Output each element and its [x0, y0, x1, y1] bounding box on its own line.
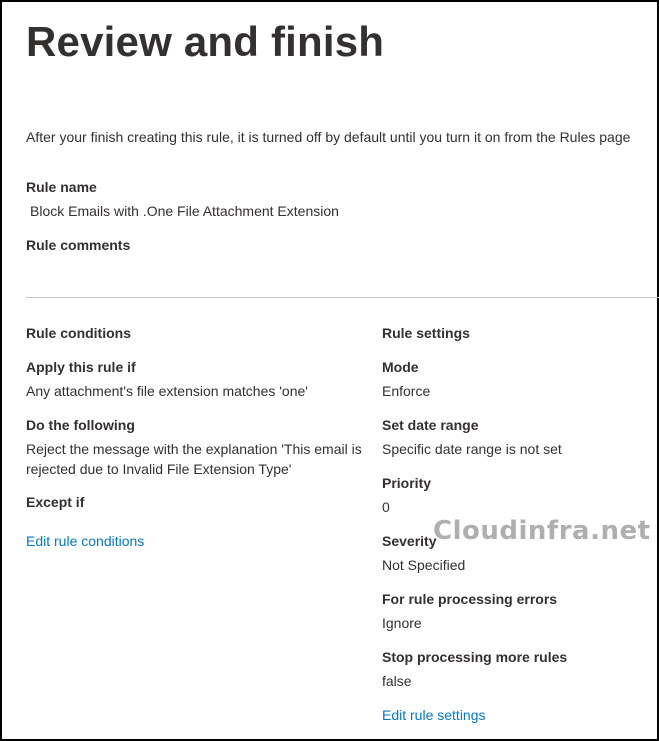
except-if-label: Except if: [26, 494, 85, 510]
stop-processing-label: Stop processing more rules: [382, 649, 568, 665]
severity-value: Not Specified: [382, 557, 466, 573]
rule-name-value: Block Emails with .One File Attachment Extension: [30, 203, 339, 219]
apply-rule-label: Apply this rule if: [26, 359, 136, 375]
section-divider: [26, 297, 659, 298]
do-following-value: Reject the message with the explanation 'This email is rejected due to Invalid File Extension Type': [26, 441, 362, 477]
page-title: Review and finish: [26, 18, 385, 65]
mode-label: Mode: [382, 359, 419, 375]
processing-errors-label: For rule processing errors: [382, 591, 558, 607]
edit-rule-conditions-link[interactable]: Edit rule conditions: [26, 533, 145, 549]
severity-label: Severity: [382, 533, 437, 549]
rule-comments-label: Rule comments: [26, 237, 131, 253]
stop-processing-value: false: [382, 673, 412, 689]
mode-value: Enforce: [382, 383, 431, 399]
rule-settings-heading: Rule settings: [382, 325, 470, 341]
rule-name-label: Rule name: [26, 179, 97, 195]
date-range-value: Specific date range is not set: [382, 441, 562, 457]
do-following-label: Do the following: [26, 417, 135, 433]
rule-conditions-heading: Rule conditions: [26, 325, 131, 341]
priority-label: Priority: [382, 475, 432, 491]
apply-rule-value: Any attachment's file extension matches 'one': [26, 383, 308, 399]
priority-value: 0: [382, 499, 390, 515]
edit-rule-settings-link[interactable]: Edit rule settings: [382, 707, 486, 723]
watermark-text: Cloudinfra.net: [433, 516, 651, 546]
date-range-label: Set date range: [382, 417, 479, 433]
intro-text: After your finish creating this rule, it is turned off by default until you turn it on from the Rules page: [26, 129, 631, 145]
processing-errors-value: Ignore: [382, 615, 422, 631]
